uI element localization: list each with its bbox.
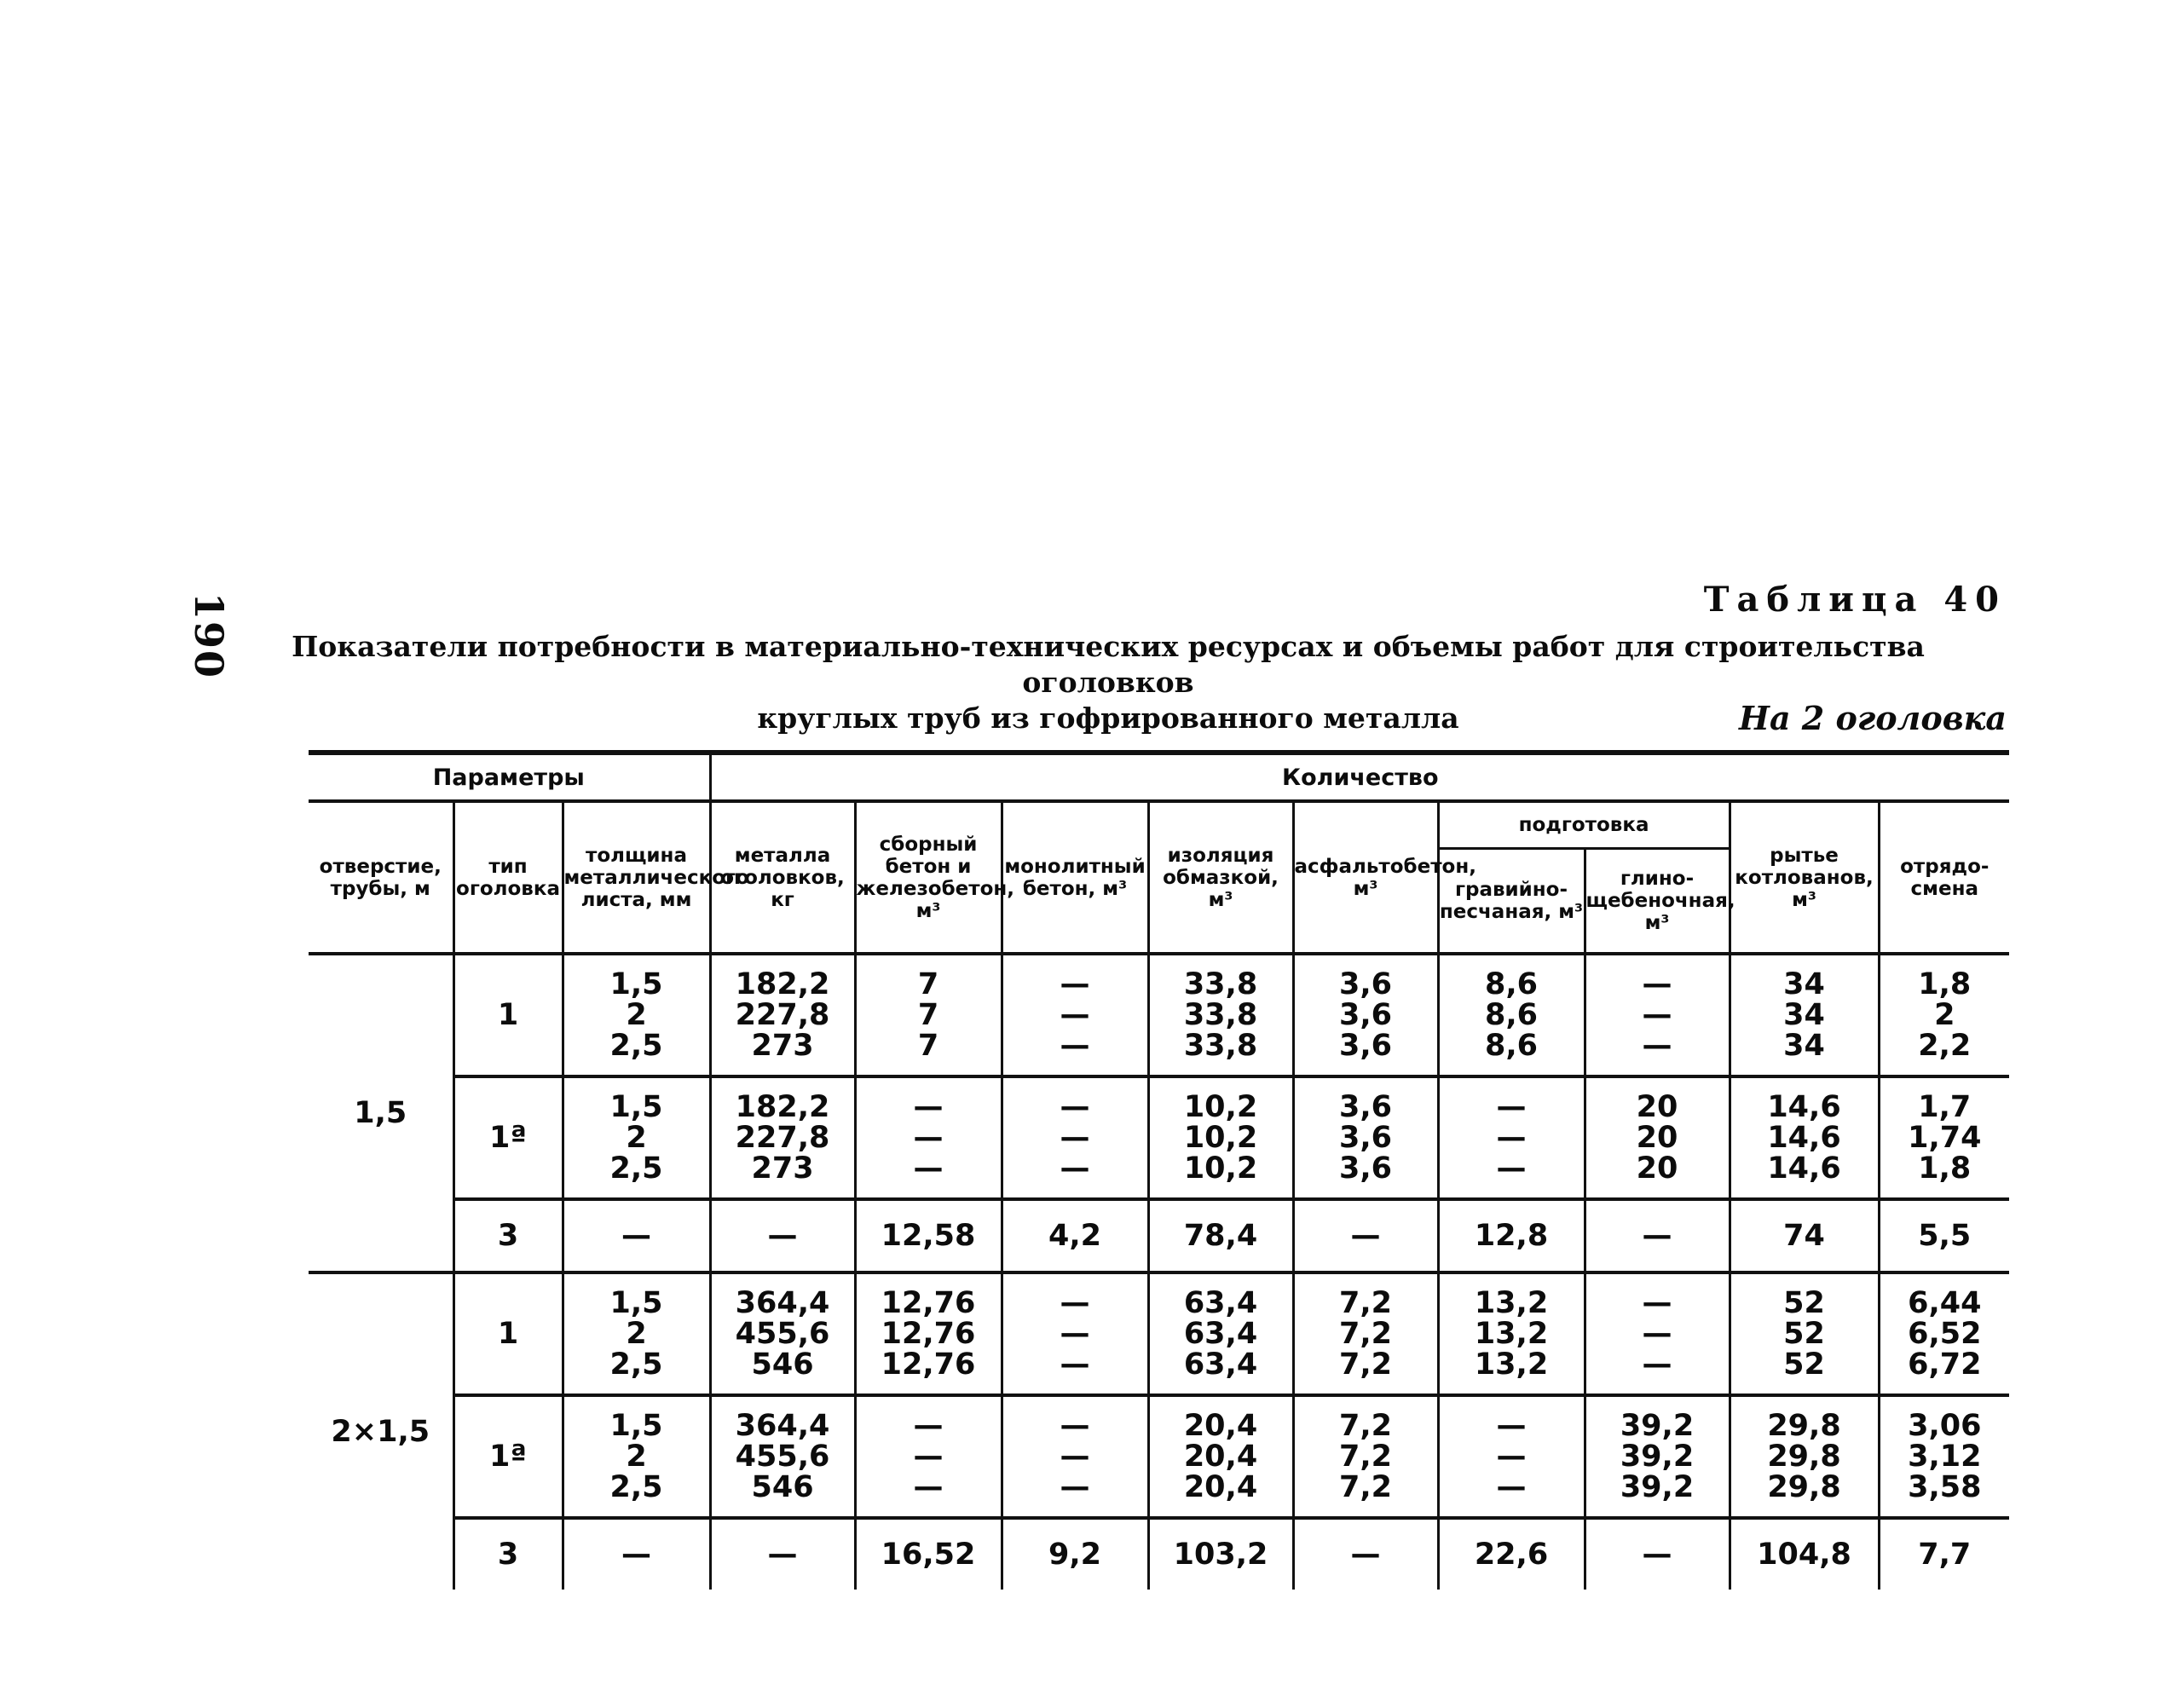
insulation-cell: 20,4 20,4 20,4: [1148, 1395, 1293, 1518]
quantity-header: Количество: [710, 753, 2009, 801]
asphalt-cell: 3,6 3,6 3,6: [1293, 1076, 1438, 1199]
table-caption: [256, 629, 1961, 736]
monolithic-cell: 4,2: [1002, 1199, 1148, 1272]
thickness-cell: 1,5 2 2,5: [563, 954, 710, 1076]
shift-cell: 1,7 1,74 1,8: [1879, 1076, 2009, 1199]
preparation-header: подготовка: [1438, 801, 1730, 849]
shift-cell: 3,06 3,12 3,58: [1879, 1395, 2009, 1518]
type-cell: 1ª: [453, 1395, 563, 1518]
gravel-cell: 8,6 8,6 8,6: [1438, 954, 1585, 1076]
clay-cell: — — —: [1585, 954, 1730, 1076]
thickness-cell: 1,5 2 2,5: [563, 1272, 710, 1395]
excavation-cell: 104,8: [1730, 1518, 1879, 1590]
insulation-cell: 10,2 10,2 10,2: [1148, 1076, 1293, 1199]
params-header: Параметры: [309, 753, 710, 801]
excavation-cell: 14,6 14,6 14,6: [1730, 1076, 1879, 1199]
metal-cell: 182,2 227,8 273: [710, 954, 855, 1076]
page-number: 190: [186, 592, 232, 680]
head-type-header: тип оголовка: [453, 801, 563, 954]
precast-cell: 16,52: [855, 1518, 1002, 1590]
shift-header: отрядо-смена: [1879, 801, 2009, 954]
insulation-cell: 103,2: [1148, 1518, 1293, 1590]
thickness-cell: 1,5 2 2,5: [563, 1395, 710, 1518]
clay-cell: —: [1585, 1199, 1730, 1272]
opening-cell: 2×1,5: [309, 1272, 453, 1590]
metal-cell: 182,2 227,8 273: [710, 1076, 855, 1199]
metal-cell: —: [710, 1199, 855, 1272]
gravel-cell: — — —: [1438, 1395, 1585, 1518]
precast-cell: — — —: [855, 1076, 1002, 1199]
opening-cell: 1,5: [309, 954, 453, 1272]
type-cell: 1: [453, 954, 563, 1076]
table-row: [309, 1272, 2009, 1395]
resources-table: [309, 750, 2009, 1590]
opening-header: отверстие, трубы, м: [309, 801, 453, 954]
precast-cell: — — —: [855, 1395, 1002, 1518]
gravel-cell: 13,2 13,2 13,2: [1438, 1272, 1585, 1395]
metal-cell: 364,4 455,6 546: [710, 1272, 855, 1395]
clay-cell: 20 20 20: [1585, 1076, 1730, 1199]
excavation-cell: 74: [1730, 1199, 1879, 1272]
gravel-cell: 22,6: [1438, 1518, 1585, 1590]
thickness-cell: —: [563, 1199, 710, 1272]
monolithic-cell: — — —: [1002, 954, 1148, 1076]
precast-cell: 12,76 12,76 12,76: [855, 1272, 1002, 1395]
insulation-cell: 63,4 63,4 63,4: [1148, 1272, 1293, 1395]
insulation-header: изоляция обмазкой, м³: [1148, 801, 1293, 954]
asphalt-cell: —: [1293, 1199, 1438, 1272]
type-cell: 3: [453, 1518, 563, 1590]
table-row: [309, 1395, 2009, 1518]
metal-cell: —: [710, 1518, 855, 1590]
type-cell: 3: [453, 1199, 563, 1272]
asphalt-cell: 3,6 3,6 3,6: [1293, 954, 1438, 1076]
thickness-cell: 1,5 2 2,5: [563, 1076, 710, 1199]
precast-cell: 12,58: [855, 1199, 1002, 1272]
metal-cell: 364,4 455,6 546: [710, 1395, 855, 1518]
excavation-header: рытье котлованов, м³: [1730, 801, 1879, 954]
excavation-cell: 34 34 34: [1730, 954, 1879, 1076]
clay-header: глино-щебеночная, м³: [1585, 849, 1730, 955]
clay-cell: — — —: [1585, 1272, 1730, 1395]
sheet-thickness-header: толщина металлического листа, мм: [563, 801, 710, 954]
caption-line-1: Показатели потребности в материально-технических ресурсах и объемы работ для строительства оголовков: [292, 630, 1925, 699]
clay-cell: 39,2 39,2 39,2: [1585, 1395, 1730, 1518]
precast-header: сборный бетон и железобетон, м³: [855, 801, 1002, 954]
type-cell: 1: [453, 1272, 563, 1395]
asphalt-cell: 7,2 7,2 7,2: [1293, 1395, 1438, 1518]
gravel-cell: 12,8: [1438, 1199, 1585, 1272]
units-note: На 2 оголовка: [1739, 699, 2007, 737]
table-row: [309, 1076, 2009, 1199]
monolithic-cell: — — —: [1002, 1076, 1148, 1199]
metal-header: металла оголовков, кг: [710, 801, 855, 954]
asphalt-cell: 7,2 7,2 7,2: [1293, 1272, 1438, 1395]
gravel-header: гравийно-песчаная, м³: [1438, 849, 1585, 955]
monolithic-header: монолитный бетон, м³: [1002, 801, 1148, 954]
excavation-cell: 52 52 52: [1730, 1272, 1879, 1395]
monolithic-cell: — — —: [1002, 1272, 1148, 1395]
table-label: Таблица 40: [1703, 580, 2007, 620]
shift-cell: 7,7: [1879, 1518, 2009, 1590]
gravel-cell: — — —: [1438, 1076, 1585, 1199]
table-row: [309, 1518, 2009, 1590]
caption-line-2: круглых труб из гофрированного металла: [757, 701, 1459, 735]
precast-cell: 7 7 7: [855, 954, 1002, 1076]
monolithic-cell: — — —: [1002, 1395, 1148, 1518]
thickness-cell: —: [563, 1518, 710, 1590]
shift-cell: 1,8 2 2,2: [1879, 954, 2009, 1076]
monolithic-cell: 9,2: [1002, 1518, 1148, 1590]
type-cell: 1ª: [453, 1076, 563, 1199]
asphalt-header: асфальтобетон, м³: [1293, 801, 1438, 954]
table-row: [309, 954, 2009, 1076]
excavation-cell: 29,8 29,8 29,8: [1730, 1395, 1879, 1518]
shift-cell: 5,5: [1879, 1199, 2009, 1272]
insulation-cell: 78,4: [1148, 1199, 1293, 1272]
shift-cell: 6,44 6,52 6,72: [1879, 1272, 2009, 1395]
insulation-cell: 33,8 33,8 33,8: [1148, 954, 1293, 1076]
clay-cell: —: [1585, 1518, 1730, 1590]
asphalt-cell: —: [1293, 1518, 1438, 1590]
table-row: [309, 1199, 2009, 1272]
